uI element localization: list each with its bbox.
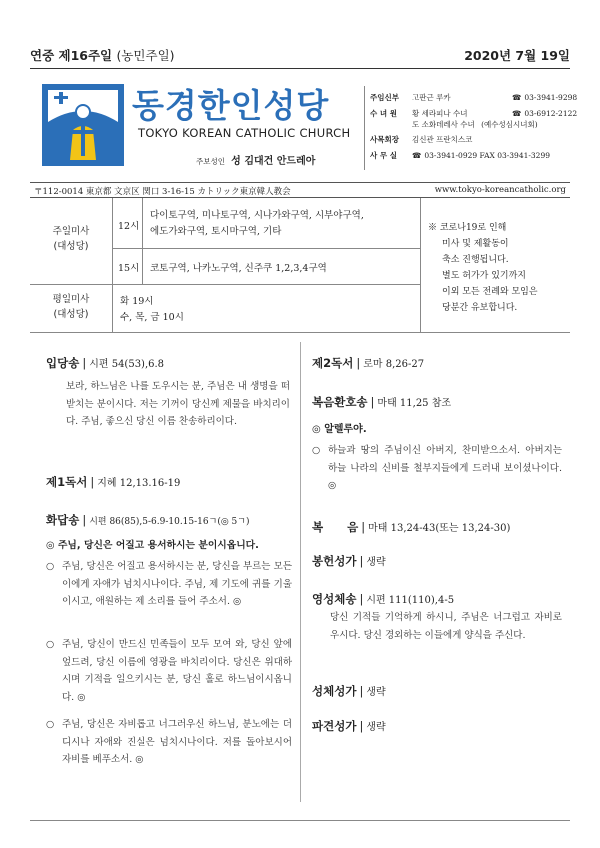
staff-name: 고판근 루카 xyxy=(412,93,451,102)
section-title: 제1독서 xyxy=(46,475,88,489)
district-line: 에도가와구역, 토시마구역, 기타 xyxy=(150,226,282,237)
weekday-mass-time: 화 19시 xyxy=(120,296,154,307)
acclamation-verse-text: 하늘과 땅의 주님이신 아버지, 찬미받으소서. 아버지는 하늘 나라의 신비를 철부지들에게 드러내 보이셨나이다. ◎ xyxy=(328,445,562,491)
table-divider xyxy=(112,198,113,332)
staff-name: 김신관 프란치스코 xyxy=(412,135,473,144)
header-divider xyxy=(364,86,365,170)
notice-line: ※ 코로나19로 인해 xyxy=(428,223,507,233)
entrance-antiphon-text: 보라, 하느님은 나를 도우시는 분, 주님은 내 생명을 떠받치는 분이시다. 저는 기꺼이 당신께 제물을 바치리이다. 주님, 좋으신 당신 이름 찬송하리이다. xyxy=(66,381,290,427)
staff-role: 사목회장 xyxy=(370,135,399,144)
section-ref: 마태 13,24-43(또는 13,24-30) xyxy=(368,523,511,534)
gospel-heading: 복 음 | 마태 13,24-43(또는 13,24-30) xyxy=(312,520,511,534)
phone-icon: ☎ xyxy=(512,109,522,118)
sunday-mass-districts xyxy=(150,208,364,240)
phone-icon: ☎ xyxy=(412,151,422,160)
entrance-antiphon-heading: 입당송 | 시편 54(53),6.8 xyxy=(46,356,165,370)
church-logo-icon xyxy=(40,82,126,168)
section-title: 봉헌성가 xyxy=(312,554,357,568)
address-bar xyxy=(30,182,570,198)
psalm-verse-text: 주님, 당신은 어질고 용서하시는 분, 당신을 부르는 모든 이에게 자애가 넘치시나이다. 주님, 제 기도에 귀를 기울이시고, 애원하는 제 소리를 들어 주소서. ◎ xyxy=(62,561,292,607)
staff-phone: 03-3941-0929 FAX 03-3941-3299 xyxy=(424,151,550,160)
psalm-response: ◎ 주님, 당신은 어질고 용서하시는 분이시옵니다. xyxy=(46,540,259,551)
section-title: 제2독서 xyxy=(312,356,354,370)
sunday-mass-label xyxy=(30,224,112,254)
notice-line: 축소 진행됩니다. xyxy=(442,255,509,265)
recessional-hymn-heading: 파견성가 | 생략 xyxy=(312,719,386,733)
top-divider xyxy=(30,68,570,69)
circle-bullet-icon: ○ xyxy=(46,719,55,730)
psalm-verse-text: 주님, 당신이 만드신 민족들이 모두 모여 와, 당신 앞에 엎드려, 당신 이름에 영광을 바치리이다. 당신은 위대하시며 기적을 일으키시는 분, 당신 홀로 하느님이시옵니다. ◎ xyxy=(62,639,292,703)
district-line: 다이토구역, 미나토구역, 시나가와구역, 시부야구역, xyxy=(150,210,364,221)
weekday-mass-title: 평일미사 xyxy=(52,294,90,305)
issue-subtitle: (농민주일) xyxy=(116,48,175,63)
section-ref: 시편 86(85),5-6.9-10.15-16ㄱ(◎ 5ㄱ) xyxy=(89,517,250,527)
staff-role: 수 녀 원 xyxy=(370,109,397,118)
weekday-mass-place: (대성당) xyxy=(53,309,89,320)
mass-schedule-table xyxy=(30,198,570,332)
section-title: 성체성가 xyxy=(312,684,357,698)
second-reading-heading: 제2독서 | 로마 8,26-27 xyxy=(312,356,425,370)
church-name-korean: 동경한인성당 xyxy=(132,86,330,125)
weekday-mass-label xyxy=(30,292,112,322)
table-divider xyxy=(142,198,143,284)
section-title: 복 음 xyxy=(312,520,359,534)
issue-name: 연중 제16주일 xyxy=(30,48,113,63)
patron-name: 성 김대건 안드레아 xyxy=(231,156,316,167)
circle-bullet-icon: ○ xyxy=(312,445,321,456)
section-title: 파견성가 xyxy=(312,719,357,733)
sunday-mass-time: 15시 xyxy=(118,263,140,274)
acclamation-response: ◎ 알렐루야. xyxy=(312,424,367,435)
table-divider xyxy=(30,332,570,333)
table-divider xyxy=(30,284,420,285)
staff-order: (예수성심시녀회) xyxy=(481,120,538,129)
section-title: 입당송 xyxy=(46,356,80,370)
phone-icon: ☎ xyxy=(512,93,522,102)
church-address: 〒112-0014 東京都 文京区 関口 3-16-15 カトリック東京韓人教会 xyxy=(34,187,291,197)
psalm-verse xyxy=(46,716,292,769)
staff-row-office xyxy=(370,150,550,161)
psalm-verse xyxy=(46,636,292,706)
notice-line: 당분간 유보합니다. xyxy=(442,303,518,313)
section-ref: 시편 111(110),4-5 xyxy=(366,595,455,606)
weekday-mass-time: 수, 목, 금 10시 xyxy=(120,312,184,323)
offertory-hymn-heading: 봉헌성가 | 생략 xyxy=(312,554,386,568)
staff-phone: 03-3941-9298 xyxy=(524,93,578,102)
section-ref: 마태 11,25 참조 xyxy=(377,398,452,409)
psalm-heading: 화답송 | 시편 86(85),5-6.9-10.15-16ㄱ(◎ 5ㄱ) xyxy=(46,513,250,527)
staff-row-convent-2 xyxy=(370,119,538,130)
staff-name: 황 세라피나 수녀 xyxy=(412,109,468,118)
sunday-mass-title: 주일미사 xyxy=(52,226,90,237)
covid-notice xyxy=(428,220,538,316)
staff-row-convent xyxy=(370,108,577,119)
communion-hymn-heading: 성체성가 | 생략 xyxy=(312,684,386,698)
psalm-verse xyxy=(46,558,292,611)
section-ref: 시편 54(53),6.8 xyxy=(89,359,165,370)
staff-role: 주임신부 xyxy=(370,93,399,102)
section-ref: 생략 xyxy=(366,722,386,733)
circle-bullet-icon: ○ xyxy=(46,561,55,572)
notice-line: 이외 모든 전례와 모임은 xyxy=(442,287,538,297)
patron-label: 주보성인 xyxy=(196,157,225,166)
section-ref: 지혜 12,13.16-19 xyxy=(97,478,181,489)
first-reading-heading: 제1독서 | 지혜 12,13.16-19 xyxy=(46,475,181,489)
staff-role: 사 무 실 xyxy=(370,151,397,160)
psalm-verse-text: 주님, 당신은 자비롭고 너그러우신 하느님, 분노에는 더디시나 자애와 진실은 넘치시나이다. 저를 돌아보시어 자비를 베푸소서. ◎ xyxy=(62,719,292,765)
gospel-acclamation-heading: 복음환호송 | 마태 11,25 참조 xyxy=(312,395,452,409)
section-ref: 로마 8,26-27 xyxy=(363,359,425,370)
column-divider xyxy=(300,342,301,802)
church-name-english: TOKYO KOREAN CATHOLIC CHURCH xyxy=(138,126,351,140)
section-title: 복음환호송 xyxy=(312,395,368,409)
issue-title xyxy=(30,46,175,64)
weekday-mass-times xyxy=(120,294,184,326)
acclamation-verse xyxy=(312,442,562,495)
patron-saint xyxy=(196,152,315,167)
section-ref: 생략 xyxy=(366,687,386,698)
notice-line: 미사 및 제활동이 xyxy=(442,239,509,249)
church-website-link[interactable]: www.tokyo-koreancatholic.org xyxy=(434,185,566,195)
section-title: 영성체송 xyxy=(312,592,357,606)
staff-row-council xyxy=(370,134,472,145)
table-divider xyxy=(112,248,420,249)
section-title: 화답송 xyxy=(46,513,80,527)
communion-antiphon-text: 당신 기적들 기억하게 하시니, 주님은 너그럽고 자비로우시다. 당신 경외하는 이들에게 양식을 주신다. xyxy=(330,612,562,641)
staff-name-secondary: 도 소화데레사 수녀 xyxy=(412,120,475,129)
sunday-mass-time: 12시 xyxy=(118,221,140,232)
bottom-divider xyxy=(30,820,570,821)
staff-row-pastor xyxy=(370,92,577,103)
issue-date: 2020년 7월 19일 xyxy=(464,48,570,63)
circle-bullet-icon: ○ xyxy=(46,639,55,650)
staff-phone: 03-6912-2122 xyxy=(524,109,578,118)
notice-line: 별도 허가가 있기까지 xyxy=(442,271,526,281)
section-ref: 생략 xyxy=(366,557,386,568)
sunday-mass-districts: 코토구역, 나카노구역, 신주쿠 1,2,3,4구역 xyxy=(150,263,327,274)
table-divider xyxy=(420,198,421,332)
issue-bar xyxy=(30,46,570,68)
communion-antiphon-heading: 영성체송 | 시편 111(110),4-5 xyxy=(312,592,455,606)
sunday-mass-place: (대성당) xyxy=(53,241,89,252)
